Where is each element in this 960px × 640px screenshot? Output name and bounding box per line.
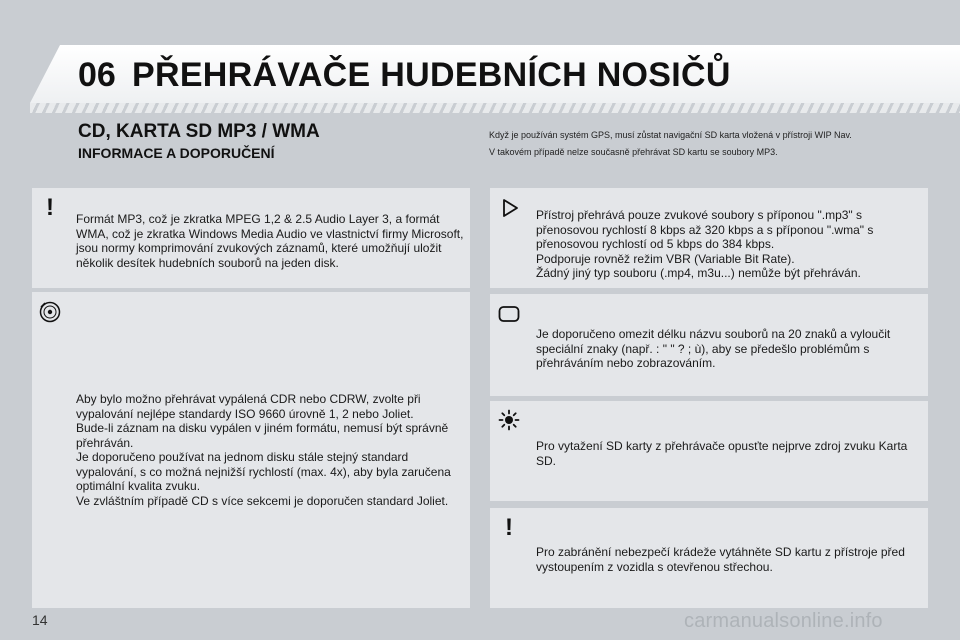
disc-icon <box>38 300 62 324</box>
cdr-text <box>76 392 466 508</box>
header-wedge <box>30 45 60 103</box>
page-title: PŘEHRÁVAČE HUDEBNÍCH NOSIČŮ <box>132 56 731 94</box>
cdr-line: Aby bylo možno přehrávat vypálená CDR nebo CDRW, zvolte při vypalování nejlépe standardy ISO 9660 úrovně 1, 2 nebo Joliet. <box>76 392 421 421</box>
chapter-number: 06 <box>78 56 116 94</box>
cdr-panel <box>32 292 470 608</box>
format-panel <box>32 188 470 288</box>
eject-text: Pro vytažení SD karty z přehrávače opusťte nejprve zdroj zvuku Karta SD. <box>536 439 908 468</box>
playback-line: Žádný jiný typ souboru (.mp4, m3u...) nemůže být přehráván. <box>536 266 861 280</box>
theft-panel <box>490 508 928 608</box>
eject-panel <box>490 401 928 501</box>
page-number: 14 <box>32 612 48 628</box>
play-icon <box>498 196 522 220</box>
format-text: Formát MP3, což je zkratka MPEG 1,2 & 2.5 Audio Layer 3, a formát WMA, což je zkratka Windows Media Audio ve vlastnictví firmy Microsoft, jsou normy komprimování zvukových záznamů, které umožňují uložit několik desítek hudebních souborů na jeden disk. <box>76 212 464 270</box>
filenames-panel <box>490 294 928 396</box>
exclamation-icon: ! <box>505 514 513 541</box>
playback-line: Přístroj přehrává pouze zvukové soubory s příponou ".mp3" s přenosovou rychlostí 8 kbps až 320 kbps a s příponou ".wma" s přenosovou rychlostí od 5 kbps do 384 kbps. <box>536 208 874 251</box>
cdr-line: Bude-li záznam na disku vypálen v jiném formátu, nemusí být správně přehráván. <box>76 421 449 450</box>
playback-line: Podporuje rovněž režim VBR (Variable Bit Rate). <box>536 251 795 266</box>
cdr-line: Ve zvláštním případě CD s více sekcemi je doporučen standard Joliet. <box>76 493 449 508</box>
theft-text: Pro zabránění nebezpečí krádeže vytáhněte SD kartu z přístroje před vystoupením z vozidla s otevřenou střechou. <box>536 545 905 574</box>
gps-note <box>489 127 929 161</box>
gps-note-line: Když je používán systém GPS, musí zůstat navigační SD karta vložená v přístroji WIP Nav. <box>489 130 852 140</box>
playback-text <box>536 208 924 281</box>
exclamation-icon: ! <box>46 194 54 221</box>
cdr-line: Je doporučeno používat na jednom disku stále stejný standard vypalování, s co možná nejnižší rychlostí (max. 4x), aby byla zaručena optimální kvalita zvuku. <box>76 450 451 493</box>
section-subtitle: INFORMACE A DOPORUČENÍ <box>78 145 275 161</box>
watermark: carmanualsonline.info <box>684 610 883 632</box>
header-stripes <box>30 103 960 113</box>
filenames-text: Je doporučeno omezit délku názvu souborů na 20 znaků a vyloučit speciální znaky (např. : " " ? ; ù), aby se předešlo problémům s přehráváním nebo zobrazováním. <box>536 327 891 370</box>
playback-panel <box>490 188 928 288</box>
sun-icon <box>497 408 521 432</box>
rounded-rect-icon <box>497 302 521 326</box>
gps-note-line: V takovém případě nelze současně přehrávat SD kartu se soubory MP3. <box>489 147 778 157</box>
section-title: CD, KARTA SD MP3 / WMA <box>78 121 320 142</box>
